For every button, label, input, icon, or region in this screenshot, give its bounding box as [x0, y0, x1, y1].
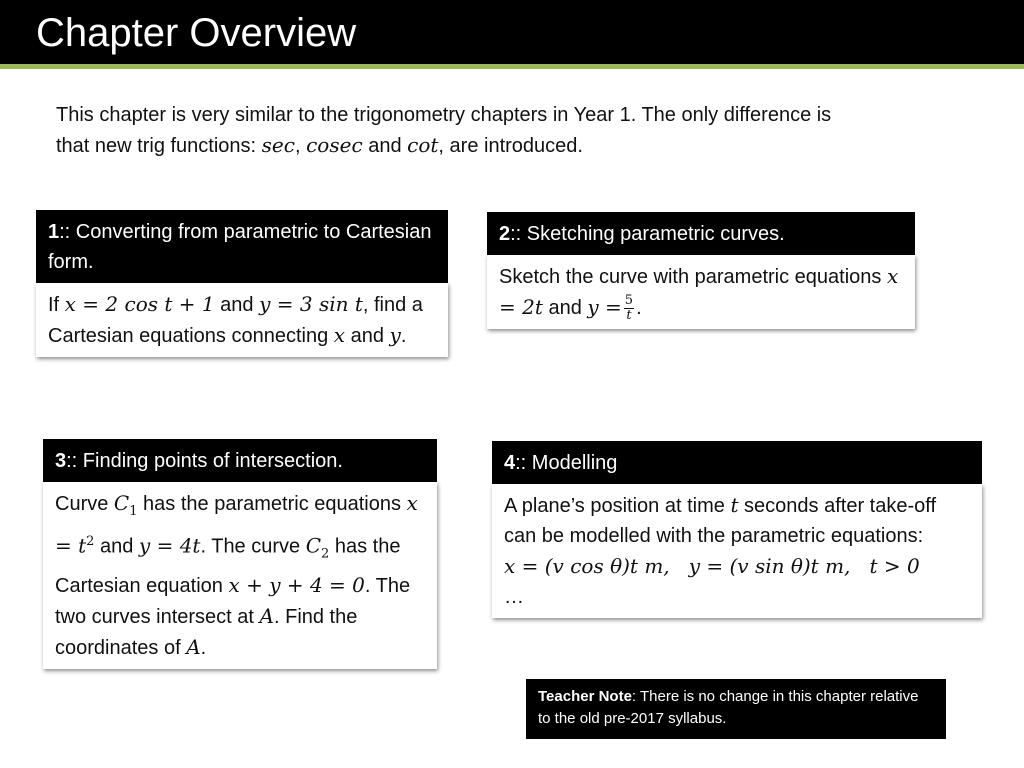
- card-text: .: [400, 325, 407, 347]
- card-text: and: [345, 325, 390, 347]
- intro-paragraph: [56, 100, 856, 161]
- variable: y: [389, 323, 401, 347]
- page-title: Chapter Overview: [36, 11, 357, 55]
- intro-func-cot: cot: [407, 133, 439, 157]
- subscript: 1: [129, 504, 138, 519]
- card-header: [492, 441, 982, 484]
- card-sketching-curves: [487, 212, 915, 329]
- intro-text-1: This chapter is very similar to the trigonometry chapters in Year 1. The only difference is that new trig functions:: [56, 104, 832, 157]
- card-points-intersection: [43, 439, 437, 669]
- equation-line: x = (v cos θ)t m, y = (v sin θ)t m, t > 0: [504, 554, 920, 578]
- card-text: has the Cartesian equation: [55, 535, 401, 597]
- variable: t: [730, 493, 739, 517]
- intro-func-cosec: cosec: [306, 133, 363, 157]
- card-heading: :: Converting from parametric to Cartesian form.: [48, 221, 432, 273]
- card-heading: :: Modelling: [515, 452, 618, 474]
- card-heading: :: Sketching parametric curves.: [510, 223, 785, 245]
- card-body: [487, 255, 915, 329]
- card-number: 3: [55, 450, 67, 472]
- equation-x: x = 2t: [499, 264, 899, 319]
- intro-text-2: , are introduced.: [438, 135, 583, 157]
- card-text: Sketch the curve with parametric equations: [499, 266, 887, 288]
- equation-cartesian: x + y + 4 = 0: [228, 572, 365, 597]
- card-text: . The two curves intersect at: [55, 574, 411, 628]
- teacher-note: [526, 679, 946, 739]
- card-number: 1: [48, 221, 60, 243]
- card-number: 4: [504, 452, 516, 474]
- card-text: and: [94, 535, 139, 558]
- card-heading: :: Finding points of intersection.: [66, 450, 343, 472]
- card-text: A plane’s position at time: [504, 495, 731, 517]
- card-header: [43, 439, 437, 482]
- title-accent-line: [0, 64, 1024, 69]
- title-bar: [0, 0, 1024, 64]
- intro-func-sec: sec: [261, 133, 295, 157]
- card-text: has the parametric equations: [137, 493, 407, 515]
- curve-name: C: [113, 491, 130, 515]
- card-modelling: [492, 441, 982, 618]
- card-header: [36, 210, 448, 283]
- fraction-numerator: 5: [624, 293, 634, 309]
- card-text: and: [214, 294, 260, 316]
- card-body: [43, 482, 437, 669]
- card-text: .: [636, 297, 642, 319]
- card-body: [36, 283, 448, 357]
- card-header: [487, 212, 915, 255]
- teacher-note-text: : There is no change in this chapter relative to the old pre-2017 syllabus.: [538, 688, 919, 727]
- intro-sep-2: and: [362, 135, 408, 157]
- teacher-note-label: Teacher Note: [538, 688, 632, 705]
- card-text: .: [200, 636, 207, 659]
- fraction: [624, 294, 634, 323]
- card-text: . The curve: [200, 535, 306, 558]
- variable: x: [333, 323, 346, 347]
- card-text: If: [48, 294, 65, 316]
- card-text: Curve: [55, 493, 114, 515]
- superscript: 2: [86, 534, 95, 549]
- card-text: and: [542, 297, 588, 319]
- equation-y: y = 4t: [138, 533, 201, 558]
- intro-sep-1: ,: [294, 135, 307, 157]
- curve-name: C: [305, 533, 322, 558]
- equation-x: x = 2 cos t + 1: [64, 292, 215, 316]
- card-number: 2: [499, 223, 511, 245]
- card-text: seconds after take-off can be modelled with the parametric equations:: [504, 495, 937, 547]
- equation-x: x = t: [55, 491, 418, 558]
- equation-y: y = 3 sin t: [259, 292, 363, 316]
- card-body: [492, 484, 982, 618]
- subscript: 2: [321, 546, 330, 562]
- point-name: A: [186, 634, 201, 659]
- fraction-denominator: t: [626, 308, 632, 324]
- equation-y: y =: [587, 295, 622, 319]
- point-name: A: [259, 603, 274, 628]
- card-converting-parametric: [36, 210, 448, 357]
- card-text: . Find the coordinates of: [55, 605, 358, 659]
- card-text: , find a Cartesian equations connecting: [48, 294, 423, 347]
- ellipsis: …: [504, 586, 524, 608]
